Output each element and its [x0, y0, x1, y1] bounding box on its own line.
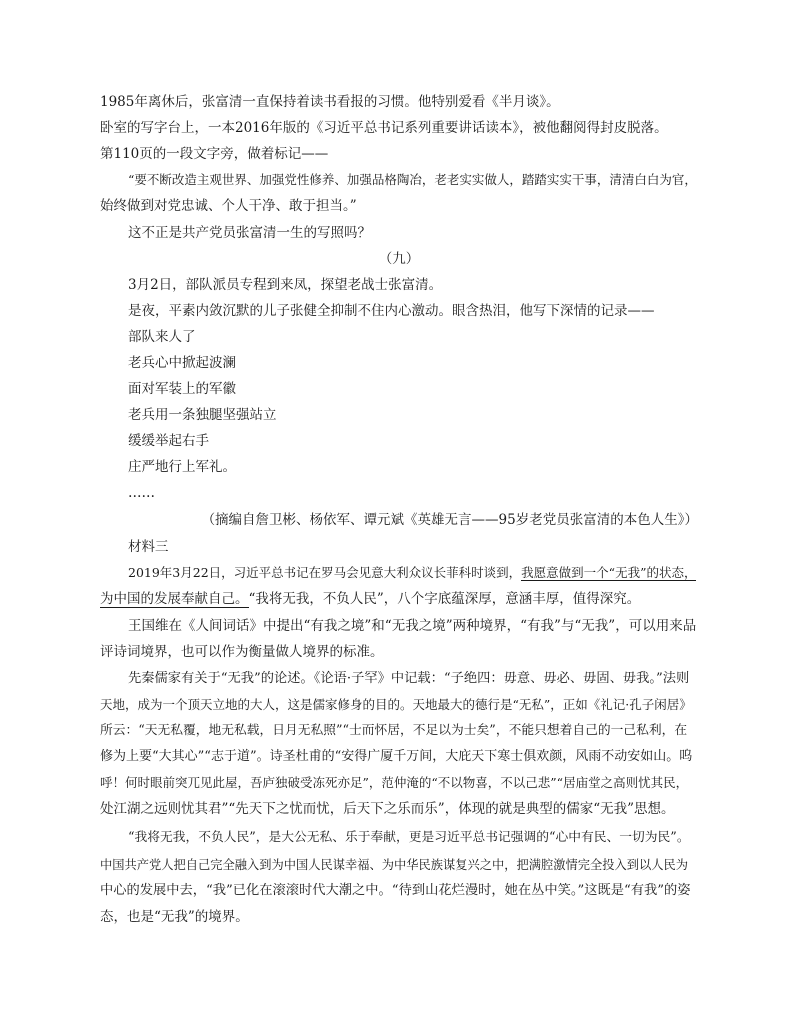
text-line: 第110页的一段文字旁，做着标记—— [100, 146, 329, 162]
text-line: 修为上要“大其心”“志于道”。诗圣杜甫的“安得广厦千万间，大庇天下寒士俱欢颜，风雨不动安如山。呜 [100, 749, 693, 764]
plain-text: “我将无我，不负人民”，八个字底蕴深厚，意涵丰厚，值得深究。 [248, 591, 641, 607]
text-line: 所云：“天无私覆，地无私载，日月无私照”“士而怀居，不足以为士矣”，不能只想着自己的一己私利，在 [100, 723, 688, 738]
ellipsis-line: …… [128, 485, 155, 501]
text-line: 是夜，平素内敛沉默的儿子张健全抑制不住内心激动。眼含热泪，他写下深情的记录—— [128, 303, 655, 319]
poem-line: 庄严地行上军礼。 [128, 459, 236, 475]
poem-line: 部队来人了 [128, 329, 196, 345]
underlined-text: 为中国的发展奉献自己。 [100, 591, 249, 607]
section-number: （九） [378, 251, 420, 267]
text-line: 始终做到对党忠诚、个人干净、敢于担当。” [100, 198, 357, 214]
poem-line: 缓缓举起右手 [128, 433, 209, 449]
text-line: 呼！何时眼前突兀见此屋，吾庐独破受冻死亦足”，范仲淹的“不以物喜，不以己悲”“居庙堂之高则忧其民， [100, 775, 689, 790]
text-line: 王国维在《人间词话》中提出“有我之境”和“无我之境”两种境界，“有我”与“无我”，可以用来品 [128, 618, 697, 634]
text-line: 态，也是“无我”的境界。 [100, 909, 249, 925]
text-line: “要不断改造主观世界、加强党性修养、加强品格陶冶，老老实实做人，踏踏实实干事，清清白白为官， [128, 172, 697, 187]
text-line: 中心的发展中去，“我”已化在滚滚时代大潮之中。“待到山花烂漫时，她在丛中笑。”这既是“有我”的姿 [100, 883, 691, 898]
poem-line: 老兵用一条独腿坚强站立 [128, 407, 277, 423]
text-line: 这不正是共产党员张富清一生的写照吗？ [128, 225, 371, 241]
text-line: 先秦儒家有关于“无我”的论述。《论语·子罕》中记载：“子绝四：毋意、毋必、毋固、毋我。”法则 [128, 671, 690, 686]
source-citation: （摘编自詹卫彬、杨依军、谭元斌《英雄无言——95岁老党员张富清的本色人生》） [201, 512, 698, 528]
text-line: “我将无我，不负人民”，是大公无私、乐于奉献，更是习近平总书记强调的“心中有民、一切为民”。 [128, 830, 690, 845]
text-line: 1985年离休后，张富清一直保持着读书看报的习惯。他特别爱看《半月谈》。 [100, 94, 560, 110]
text-line: 中国共产党人把自己完全融入到为中国人民谋幸福、为中华民族谋复兴之中，把满腔激情完全投入到以人民为 [100, 858, 688, 872]
poem-line: 老兵心中掀起波澜 [128, 355, 236, 371]
section-heading: 材料三 [128, 539, 169, 555]
text-line: 卧室的写字台上，一本2016年版的《习近平总书记系列重要讲话读本》，被他翻阅得封皮脱落。 [100, 120, 668, 136]
poem-line: 面对军装上的军徽 [128, 381, 236, 397]
text-line: 天地，成为一个顶天立地的大人，这是儒家修身的目的。天地最大的德行是“无私”，正如《礼记·孔子闲居》 [100, 697, 692, 712]
text-line [100, 590, 698, 608]
text-line: 3月2日，部队派员专程到来凤，探望老战士张富清。 [128, 277, 443, 293]
plain-text: 2019年3月22日，习近平总书记在罗马会见意大利众议长菲科时谈到， [128, 565, 522, 580]
text-line [128, 564, 698, 582]
text-line: 评诗词境界，也可以作为衡量做人境界的标准。 [100, 644, 384, 660]
text-line: 处江湖之远则忧其君”“先天下之忧而忧，后天下之乐而乐”，体现的就是典型的儒家“无我”思想。 [100, 801, 675, 817]
underlined-text: 我愿意做到一个“无我”的状态， [521, 565, 697, 580]
